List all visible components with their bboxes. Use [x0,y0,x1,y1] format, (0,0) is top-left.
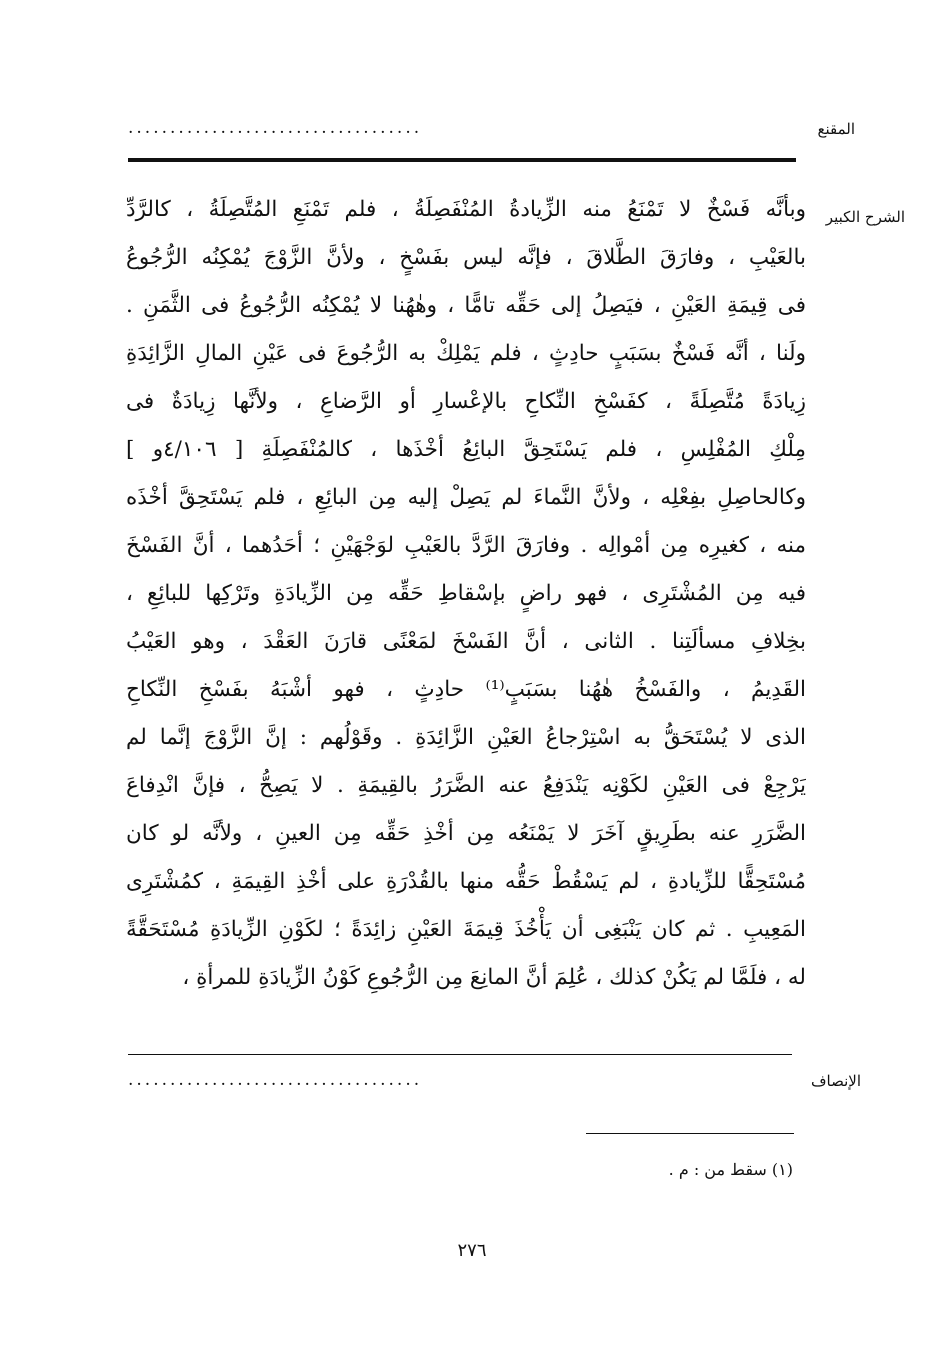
header-rule [128,158,796,162]
insaf-dotted-line: ................................... [128,1070,423,1090]
sharh-text-block [126,186,806,1002]
footnote-rule [586,1133,794,1134]
text-line: بالعَيْبِ ، وفارَقَ الطَّلاقَ ، فإنَّه ليس بفَسْخٍ ، ولأنَّ الزَّوْجَ يُمْكِنُه الرُّجُوعُ [126,245,806,270]
footnote: (١) سقط من : م . [668,1160,793,1179]
text-line: مُسْتَحِقًّا للزِّيادةِ ، لم يَسْقُطْ حَقُّه منها بالقُدْرَةِ على أخْذِ القِيمَةِ ، كمُشْتَرِى [126,869,806,894]
text-line: وبأنَّه فَسْخٌ لا تَمْنَعُ منه الزِّيادةُ المُنْفَصِلَةُ ، فلم تَمْنَعِ المُتَّصِلَةُ ، كالرَّدِّ [126,197,806,222]
text-line: المَعِيبِ . ثم كان يَنْبَغِى أن يَأْخُذَ قِيمَةَ العَيْنِ زائِدَةً ؛ لكَوْنِ الزِّيادَةِ مُسْتَحَقَّةً [126,917,806,942]
text-line: الضَّرَرِ عنه بطَرِيقٍ آخَرَ لا يَمْنَعُه مِن أخْذِ حَقِّه مِن العينِ ، ولأنَّه لو كان [126,821,806,846]
muqni-label: المقنع [817,120,855,138]
text-line: له ، فلَمَّا لم يَكُنْ كذلك ، عُلِمَ أنَّ المانِعَ مِن الرُّجُوعِ كَوْنُ الزِّيادَةِ للمرأةِ ، [182,965,806,990]
text-line: منه ، كغيرِه مِن أمْوالِه . وفارَقَ الرَّدَّ بالعَيْبِ لوَجْهَيْنِ ؛ أحَدُهما ، أنَّ الفَسْخَ [126,533,806,558]
text-line: القَدِيمُ ، والفَسْخُ هٰهُنا بسَبَبٍ⁽¹⁾ حادِثٍ ، فهو أشْبَهُ بفَسْخِ النِّكاحِ [126,677,806,702]
insaf-rule [128,1054,792,1055]
text-line: يَرْجِعْ فى العَيْنِ لكَوْنِه يَنْدَفِعُ عنه الضَّرَرُ بالقِيمَةِ . لا يَصِحُّ ، فإنَّ انْدِفاعَ [126,773,806,798]
text-line: فى قِيمَةِ العَيْنِ ، فيَصِلُ إلى حَقِّه تامًّا ، وهٰهُنا لا يُمْكِنُه الرُّجُوعُ فى الثَّمَنِ . [126,293,806,318]
page-number: ٢٧٦ [457,1240,487,1261]
text-line: وكالحاصِلِ بفِعْلِه ، ولأنَّ النَّماءَ لم يَصِلْ إليه مِن البائِعِ ، فلم يَسْتَحِقَّ أخْذَه [126,485,806,510]
text-line: فيه مِن المُشْتَرِى ، فهو راضٍ بإسْقاطِ حَقِّه مِن الزِّيادَةِ وتَرْكِها للبائِعِ ، [126,581,806,606]
text-line: زِيادَةً مُتَّصِلَةً ، كفَسْخِ النِّكاحِ بالإعْسارِ أو الرَّضاعِ ، ولأنَّها زِيادَةٌ فى [126,389,806,414]
sharh-kabir-label: الشرح الكبير [825,208,905,226]
insaf-label: الإنصاف [810,1072,861,1090]
text-line: مِلْكِ المُفْلِسِ ، فلم يَسْتَحِقَّ البائِعُ أخْذَها ، كالمُنْفَصِلَةِ [ ٤/١٠٦و ] [126,437,806,462]
text-line: الذى لا يُسْتَحَقُّ به اسْتِرْجاعُ العَيْنِ الزَّائِدَةِ . وقَوْلُهم : إنَّ الزَّوْجَ إنَّما لم [126,725,806,750]
muqni-dotted-line: ................................... [128,118,423,138]
text-line: بخِلافِ مسألَتِنا . الثانى ، أنَّ الفَسْخَ لمَعْنًى قارَنَ العَقْدَ ، وهو العَيْبُ [126,629,806,654]
text-line: ولَنا ، أنَّه فَسْخٌ بسَبَبٍ حادِثٍ ، فلم يَمْلِكْ به الرُّجُوعَ فى عَيْنِ المالِ الزَّائِدَةِ [126,341,806,366]
